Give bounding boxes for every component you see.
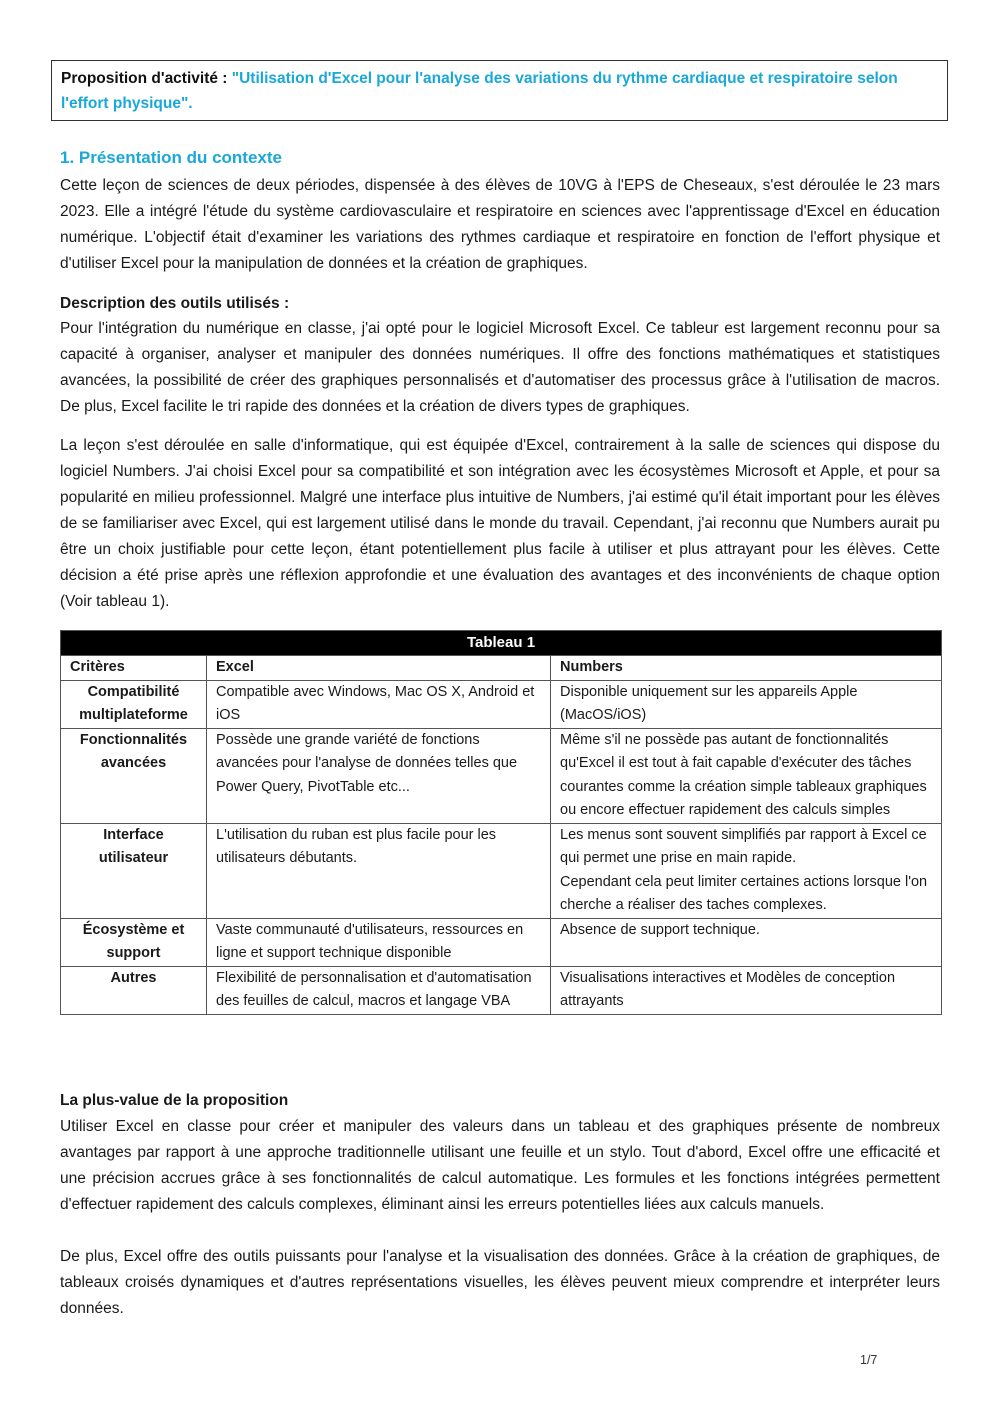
header-criteria: Critères xyxy=(61,656,207,681)
tools-heading: Description des outils utilisés : xyxy=(60,295,290,312)
table-header-row xyxy=(61,656,942,681)
numbers-cell: Absence de support technique. xyxy=(551,918,942,966)
numbers-cell xyxy=(551,823,942,918)
criterion-cell: Interface utilisateur xyxy=(61,823,207,918)
page-number: 1/7 xyxy=(860,1353,878,1367)
numbers-cell-line: Cependant cela peut limiter certaines actions lorsque l'on cherche a réaliser des taches complexes. xyxy=(560,873,928,913)
choice-paragraph: La leçon s'est déroulée en salle d'informatique, qui est équipée d'Excel, contrairement à la salle de sciences qui dispose du logiciel Numbers. J'ai choisi Excel pour sa compatibilité et son intégration avec les écosystèmes Microsoft et Apple, et pour sa popularité en milieu professionnel. Malgré une interface plus intuitive de Numbers, j'ai estimé qu'il était important pour les élèves de se familiariser avec Excel, qui est largement utilisé dans le monde du travail. Cependant, j'ai reconnu que Numbers aurait pu être un choix justifiable pour cette leçon, étant potentiellement plus facile à utiliser et plus attrayant pour les élèves. Cette décision a été prise après une réflexion approfondie et une évaluation des avantages et des inconvénients de chaque option (Voir tableau 1). xyxy=(60,437,940,610)
excel-cell: L'utilisation du ruban est plus facile pour les utilisateurs débutants. xyxy=(207,823,551,918)
table-caption: Tableau 1 xyxy=(61,631,942,656)
plusvalue-paragraph-2: De plus, Excel offre des outils puissants pour l'analyse et la visualisation des données. Grâce à la création de graphiques, de tableaux croisés dynamiques et d'autres représentations visuelles, les élèves peuvent mieux comprendre et interpréter leurs données. xyxy=(60,1248,940,1317)
table-row xyxy=(61,966,942,1014)
excel-cell: Possède une grande variété de fonctions avancées pour l'analyse de données telles que Power Query, PivotTable etc... xyxy=(207,728,551,823)
excel-cell: Vaste communauté d'utilisateurs, ressources en ligne et support technique disponible xyxy=(207,918,551,966)
activity-title: "Utilisation d'Excel pour l'analyse des variations du rythme cardiaque et respiratoire selon l'effort physique". xyxy=(61,70,898,112)
numbers-cell: Même s'il ne possède pas autant de fonctionnalités qu'Excel il est tout à fait capable d'exécuter des tâches courantes comme la création simple tableaux graphiques ou encore effectuer rapidement des calculs simples xyxy=(551,728,942,823)
numbers-cell-line: Les menus sont souvent simplifiés par rapport à Excel ce qui permet une prise en main rapide. xyxy=(560,826,927,866)
activity-title-box xyxy=(51,60,948,121)
excel-cell: Flexibilité de personnalisation et d'automatisation des feuilles de calcul, macros et langage VBA xyxy=(207,966,551,1014)
header-excel: Excel xyxy=(207,656,551,681)
table-row xyxy=(61,680,942,728)
comparison-table xyxy=(60,630,942,1015)
activity-title-lead: Proposition d'activité : xyxy=(61,70,228,87)
numbers-cell: Visualisations interactives et Modèles de conception attrayants xyxy=(551,966,942,1014)
table-row xyxy=(61,728,942,823)
criterion-cell: Écosystème et support xyxy=(61,918,207,966)
criterion-cell: Compatibilité multiplateforme xyxy=(61,680,207,728)
section-heading-context: 1. Présentation du contexte xyxy=(60,148,282,167)
criterion-cell: Fonctionnalités avancées xyxy=(61,728,207,823)
table-row xyxy=(61,918,942,966)
excel-cell: Compatible avec Windows, Mac OS X, Android et iOS xyxy=(207,680,551,728)
tools-paragraph: Pour l'intégration du numérique en classe, j'ai opté pour le logiciel Microsoft Excel. Ce tableur est largement reconnu pour sa capacité à organiser, analyser et manipuler des données numériques. Il offre des fonctions mathématiques et statistiques avancées, la possibilité de créer des graphiques personnalisés et d'automatiser des processus grâce à l'utilisation de macros. De plus, Excel facilite le tri rapide des données et la création de divers types de graphiques. xyxy=(60,320,940,415)
context-paragraph: Cette leçon de sciences de deux périodes, dispensée à des élèves de 10VG à l'EPS de Cheseaux, s'est déroulée le 23 mars 2023. Elle a intégré l'étude du système cardiovasculaire et respiratoire en sciences avec l'apprentissage d'Excel en éducation numérique. L'objectif était d'examiner les variations des rythmes cardiaque et respiratoire en fonction de l'effort physique et d'utiliser Excel pour la manipulation de données et la création de graphiques. xyxy=(60,177,940,272)
plusvalue-paragraph-1: Utiliser Excel en classe pour créer et manipuler des valeurs dans un tableau et des graphiques présente de nombreux avantages par rapport à une approche traditionnelle utilisant une feuille et un stylo. Tout d'abord, Excel offre une efficacité et une précision accrues grâce à ses fonctionnalités de calcul automatique. Les formules et les fonctions intégrées permettent d'effectuer rapidement des calculs complexes, éliminant ainsi les erreurs potentielles liées aux calculs manuels. xyxy=(60,1118,940,1213)
header-numbers: Numbers xyxy=(551,656,942,681)
criterion-cell: Autres xyxy=(61,966,207,1014)
numbers-cell: Disponible uniquement sur les appareils Apple (MacOS/iOS) xyxy=(551,680,942,728)
table-row xyxy=(61,823,942,918)
plusvalue-heading: La plus-value de la proposition xyxy=(60,1092,289,1109)
